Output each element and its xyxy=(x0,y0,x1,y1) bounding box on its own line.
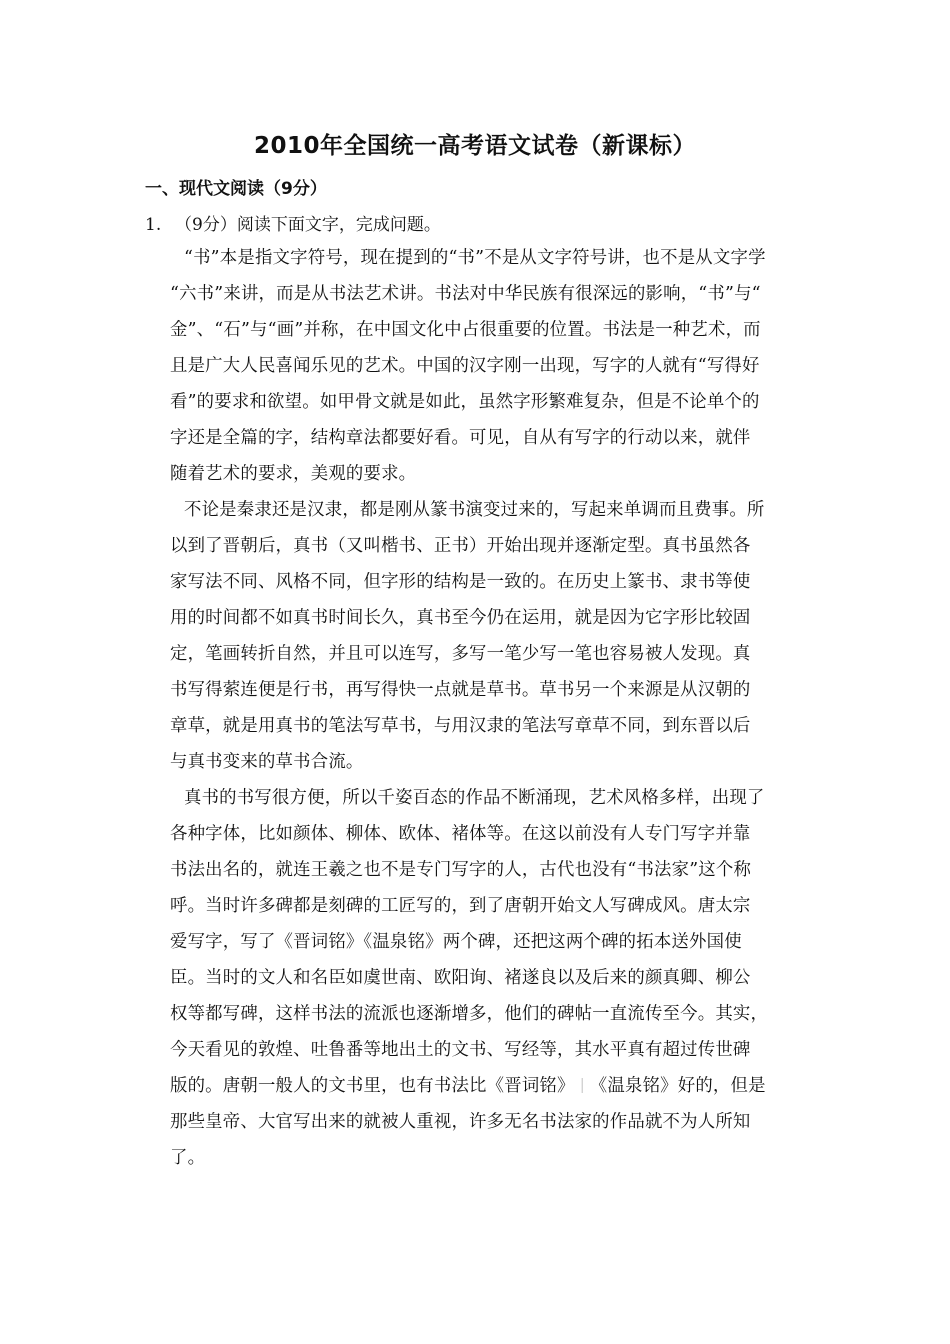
text-segment: 版的。唐朝一般人的文书里，也有书法比《晋词铭》 xyxy=(170,1076,575,1096)
passage xyxy=(170,240,820,1176)
separator-mark: ｜ xyxy=(574,1077,590,1095)
text-line: 真书的书写很方便，所以千姿百态的作品不断涌现，艺术风格多样，出现了 xyxy=(184,788,765,808)
text-line: 书写得萦连便是行书，再写得快一点就是草书。草书另一个来源是从汉朝的 xyxy=(170,680,751,700)
text-line: “书”本是指文字符号，现在提到的“书”不是从文字符号讲，也不是从文字学 xyxy=(184,248,766,268)
passage-paragraph-3 xyxy=(170,780,820,1176)
text-line: 权等都写碑，这样书法的流派也逐渐增多，他们的碑帖一直流传至今。其实， xyxy=(170,1004,769,1024)
section-heading: 一、现代文阅读（9分） xyxy=(145,179,327,199)
text-line: 与真书变来的草书合流。 xyxy=(170,752,364,772)
text-line: 爱写字，写了《晋词铭》《温泉铭》两个碑，还把这两个碑的拓本送外国使 xyxy=(170,932,742,952)
text-line: “六书”来讲，而是从书法艺术讲。书法对中华民族有很深远的影响，“书”与“ xyxy=(170,284,761,304)
question-prompt: （9分）阅读下面文字，完成问题。 xyxy=(175,215,441,235)
text-line: 定，笔画转折自然，并且可以连写，多写一笔少写一笔也容易被人发现。真 xyxy=(170,644,751,664)
text-line: 了。 xyxy=(170,1148,206,1168)
question-1 xyxy=(145,210,441,235)
text-line: 且是广大人民喜闻乐见的艺术。中国的汉字刚一出现，写字的人就有“写得好 xyxy=(170,356,760,376)
text-line: 那些皇帝、大官写出来的就被人重视，许多无名书法家的作品就不为人所知 xyxy=(170,1112,751,1132)
text-line: 字还是全篇的字，结构章法都要好看。可见，自从有写字的行动以来，就伴 xyxy=(170,428,751,448)
text-line: 用的时间都不如真书时间长久，真书至今仍在运用，就是因为它字形比较固 xyxy=(170,608,751,628)
text-segment: 《温泉铭》好的，但是 xyxy=(589,1076,766,1096)
text-line: 金”、“石”与“画”并称，在中国文化中占很重要的位置。书法是一种艺术，而 xyxy=(170,320,761,340)
passage-paragraph-1 xyxy=(170,240,820,492)
text-line: 不论是秦隶还是汉隶，都是刚从篆书演变过来的，写起来单调而且费事。所 xyxy=(184,500,765,520)
text-line: 家写法不同、风格不同，但字形的结构是一致的。在历史上篆书、隶书等使 xyxy=(170,572,751,592)
question-number: 1. xyxy=(145,215,162,235)
text-line: 呼。当时许多碑都是刻碑的工匠写的，到了唐朝开始文人写碑成风。唐太宗 xyxy=(170,896,751,916)
text-line: 书法出名的，就连王羲之也不是专门写字的人，古代也没有“书法家”这个称 xyxy=(170,860,752,880)
text-line: 章草，就是用真书的笔法写草书，与用汉隶的笔法写章草不同，到东晋以后 xyxy=(170,716,751,736)
text-line: 今天看见的敦煌、吐鲁番等地出土的文书、写经等，其水平真有超过传世碑 xyxy=(170,1040,751,1060)
exam-title: 2010年全国统一高考语文试卷（新课标） xyxy=(253,133,696,159)
text-line: 各种字体，比如颜体、柳体、欧体、褚体等。在这以前没有人专门写字并靠 xyxy=(170,824,751,844)
passage-paragraph-2 xyxy=(170,492,820,780)
text-line xyxy=(170,1068,820,1104)
text-line: 以到了晋朝后，真书（又叫楷书、正书）开始出现并逐渐定型。真书虽然各 xyxy=(170,536,751,556)
text-line: 随着艺术的要求，美观的要求。 xyxy=(170,464,417,484)
text-line: 看”的要求和欲望。如甲骨文就是如此，虽然字形繁难复杂，但是不论单个的 xyxy=(170,392,760,412)
text-line: 臣。当时的文人和名臣如虞世南、欧阳询、褚遂良以及后来的颜真卿、柳公 xyxy=(170,968,751,988)
